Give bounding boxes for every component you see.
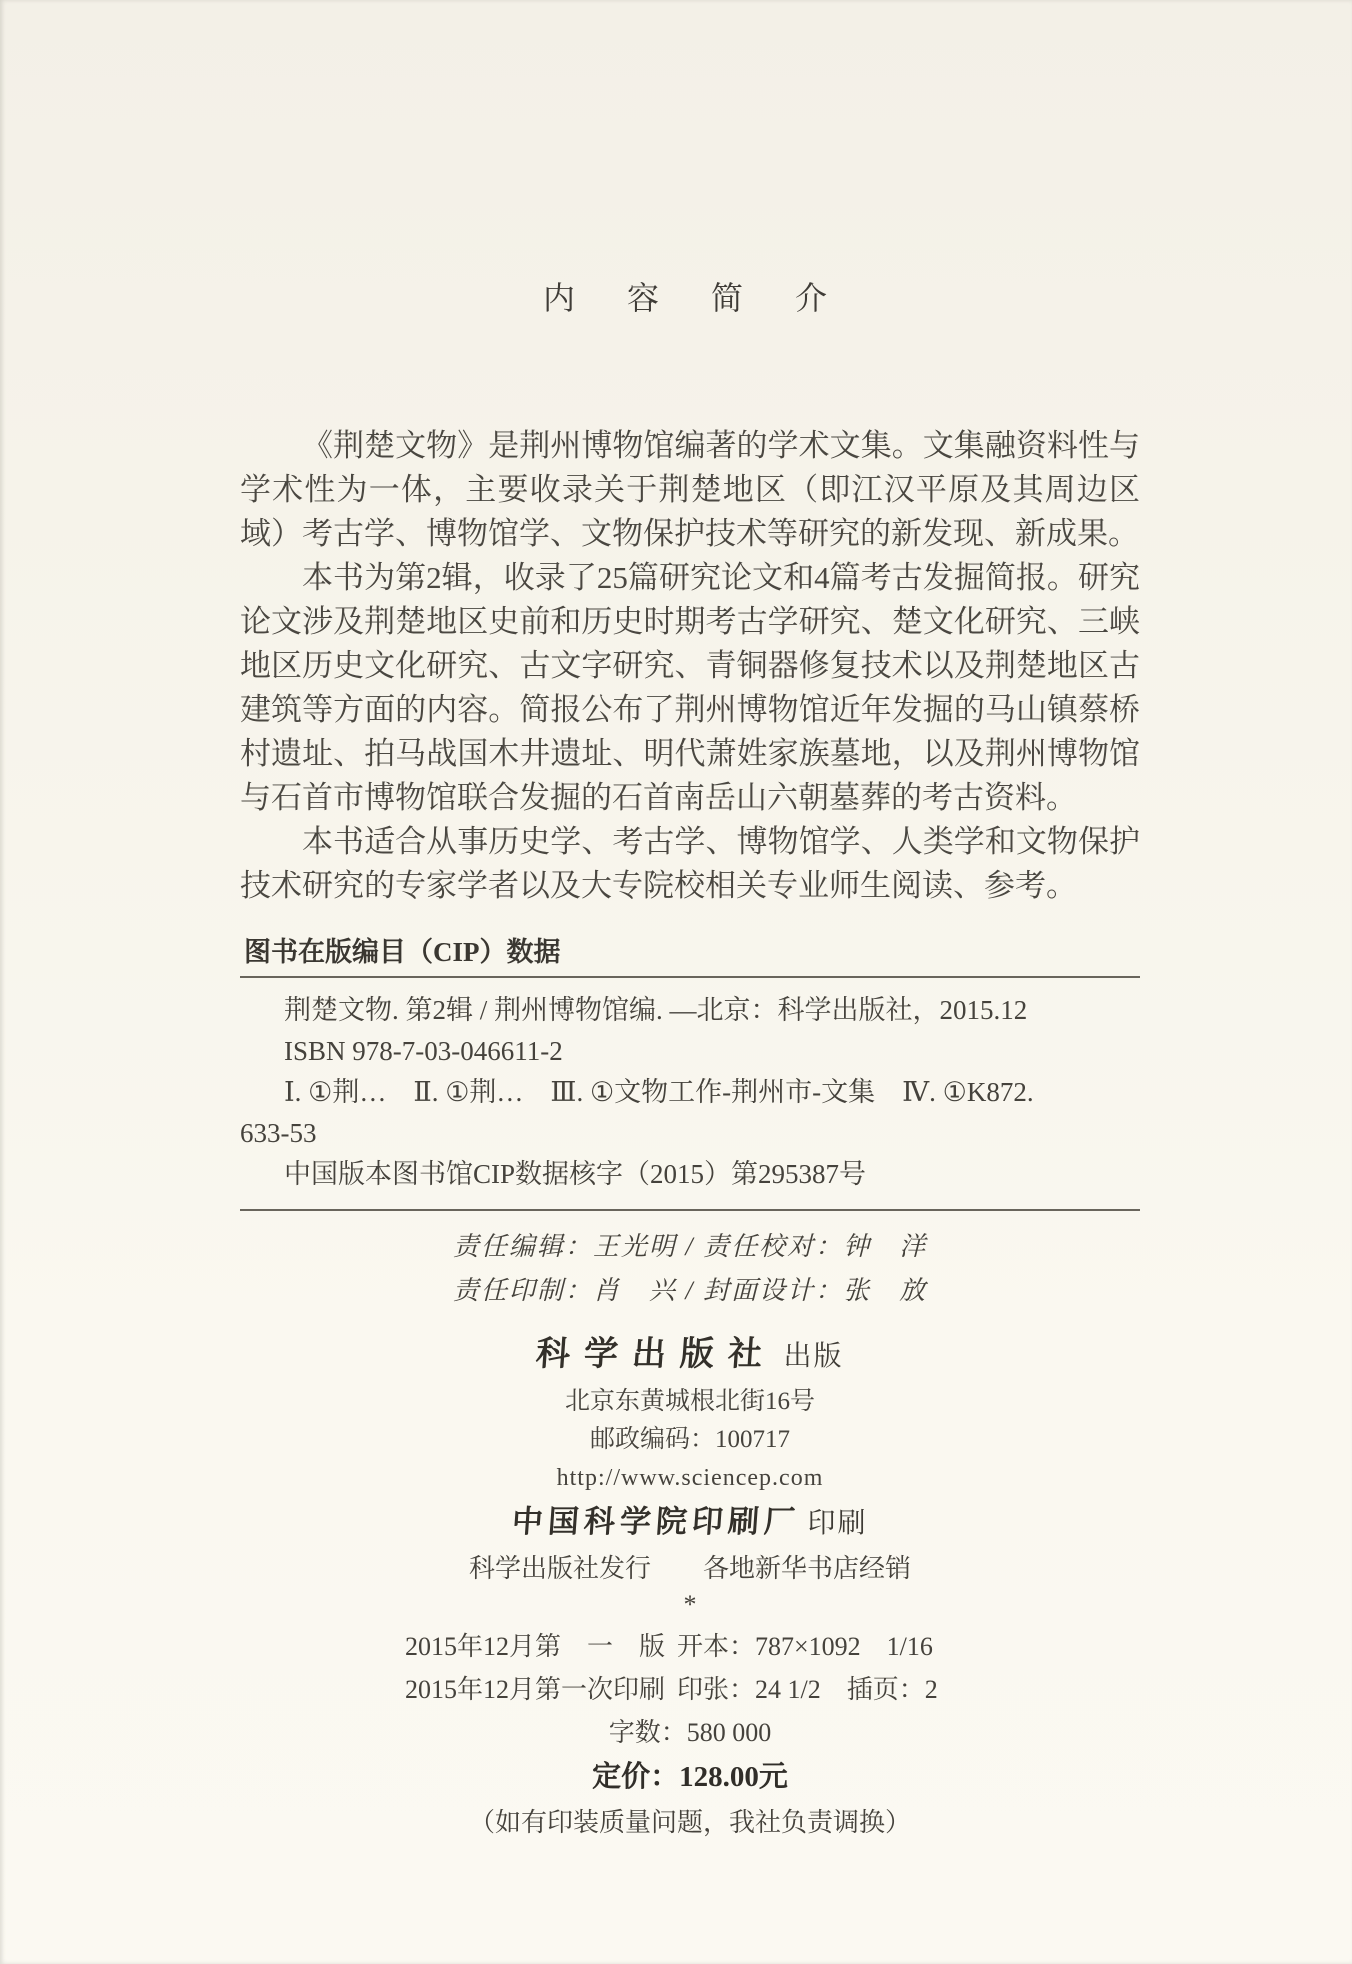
colophon-block: [240, 1329, 1140, 1621]
credits-block: [240, 1225, 1140, 1313]
intro-title: 内 容 简 介: [542, 280, 837, 316]
printer-logotype: 中国科学院印刷厂: [511, 1504, 802, 1539]
publisher-imprint-line: [240, 1329, 1140, 1383]
publisher-imprint-suffix: 出版: [783, 1341, 844, 1372]
sheets-spec: 印张：24 1/2 插页：2: [677, 1675, 938, 1704]
edition-date: 2015年12月第 一 版: [405, 1632, 666, 1661]
credits-line-editors: 责任编辑：王光明 / 责任校对：钟 洋: [452, 1232, 928, 1261]
intro-text: [240, 424, 1140, 908]
word-count-line: 字数：580 000: [608, 1718, 772, 1747]
cip-heading: 图书在版编目（CIP）数据: [244, 937, 561, 967]
quality-notice: （如有印装质量问题，我社负责调换）: [468, 1808, 911, 1837]
printing-date: 2015年12月第一次印刷: [405, 1675, 666, 1704]
cip-record-line: 中国版本图书馆CIP数据核字（2015）第295387号: [284, 1159, 867, 1189]
cip-isbn-line: ISBN 978-7-03-046611-2: [284, 1036, 563, 1066]
distribution-line: 科学出版社发行 各地新华书店经销: [468, 1554, 911, 1583]
edition-row-first-edition: [405, 1625, 975, 1668]
separator-asterisk: *: [683, 1590, 697, 1619]
price-line: 定价：128.00元: [592, 1761, 788, 1793]
publisher-address: 北京东黄城根北街16号: [564, 1388, 815, 1415]
cip-classification-continuation: 633-53: [240, 1118, 317, 1148]
edition-block: [405, 1625, 975, 1711]
printer-suffix: 印刷: [807, 1508, 868, 1539]
edition-row-first-printing: [405, 1668, 975, 1711]
publisher-website: http://www.sciencep.com: [556, 1465, 824, 1491]
cip-body: [240, 978, 1140, 1203]
format-spec: 开本：787×1092 1/16: [677, 1632, 933, 1661]
intro-paragraph-1: 《荆楚文物》是荆州博物馆编著的学术文集。文集融资料性与学术性为一体，主要收录关于荆楚地区（即江汉平原及其周边区域）考古学、博物馆学、文物保护技术等研究的新发现、新成果。: [240, 428, 1140, 551]
cip-block: [240, 934, 1140, 1211]
intro-paragraph-3: 本书适合从事历史学、考古学、博物馆学、人类学和文物保护技术研究的专家学者以及大专院校相关专业师生阅读、参考。: [240, 824, 1140, 903]
printer-line: [240, 1497, 1140, 1549]
page-content: [240, 0, 1140, 1846]
credits-line-design: 责任印制：肖 兴 / 封面设计：张 放: [452, 1276, 928, 1305]
publisher-postcode: 邮政编码：100717: [589, 1426, 790, 1453]
cip-classification-line: Ⅰ. ①荆… Ⅱ. ①荆… Ⅲ. ①文物工作-荆州市-文集 Ⅳ. ①K872.: [284, 1077, 1034, 1107]
intro-paragraph-2: 本书为第2辑，收录了25篇研究论文和4篇考古发掘简报。研究论文涉及荆楚地区史前和历史时期考古学研究、楚文化研究、三峡地区历史文化研究、古文字研究、青铜器修复技术以及荆楚地区古建筑等方面的内容。简报公布了荆州博物馆近年发掘的马山镇蔡桥村遗址、拍马战国木井遗址、明代萧姓家族墓地，以及荆州博物馆与石首市博物馆联合发掘的石首南岳山六朝墓葬的考古资料。: [240, 560, 1140, 815]
cip-title-line: 荆楚文物. 第2辑 / 荆州博物馆编. —北京：科学出版社，2015.12: [284, 995, 1028, 1025]
cip-rule-bottom: [240, 1209, 1140, 1211]
publisher-logotype: 科学出版社: [535, 1336, 778, 1373]
